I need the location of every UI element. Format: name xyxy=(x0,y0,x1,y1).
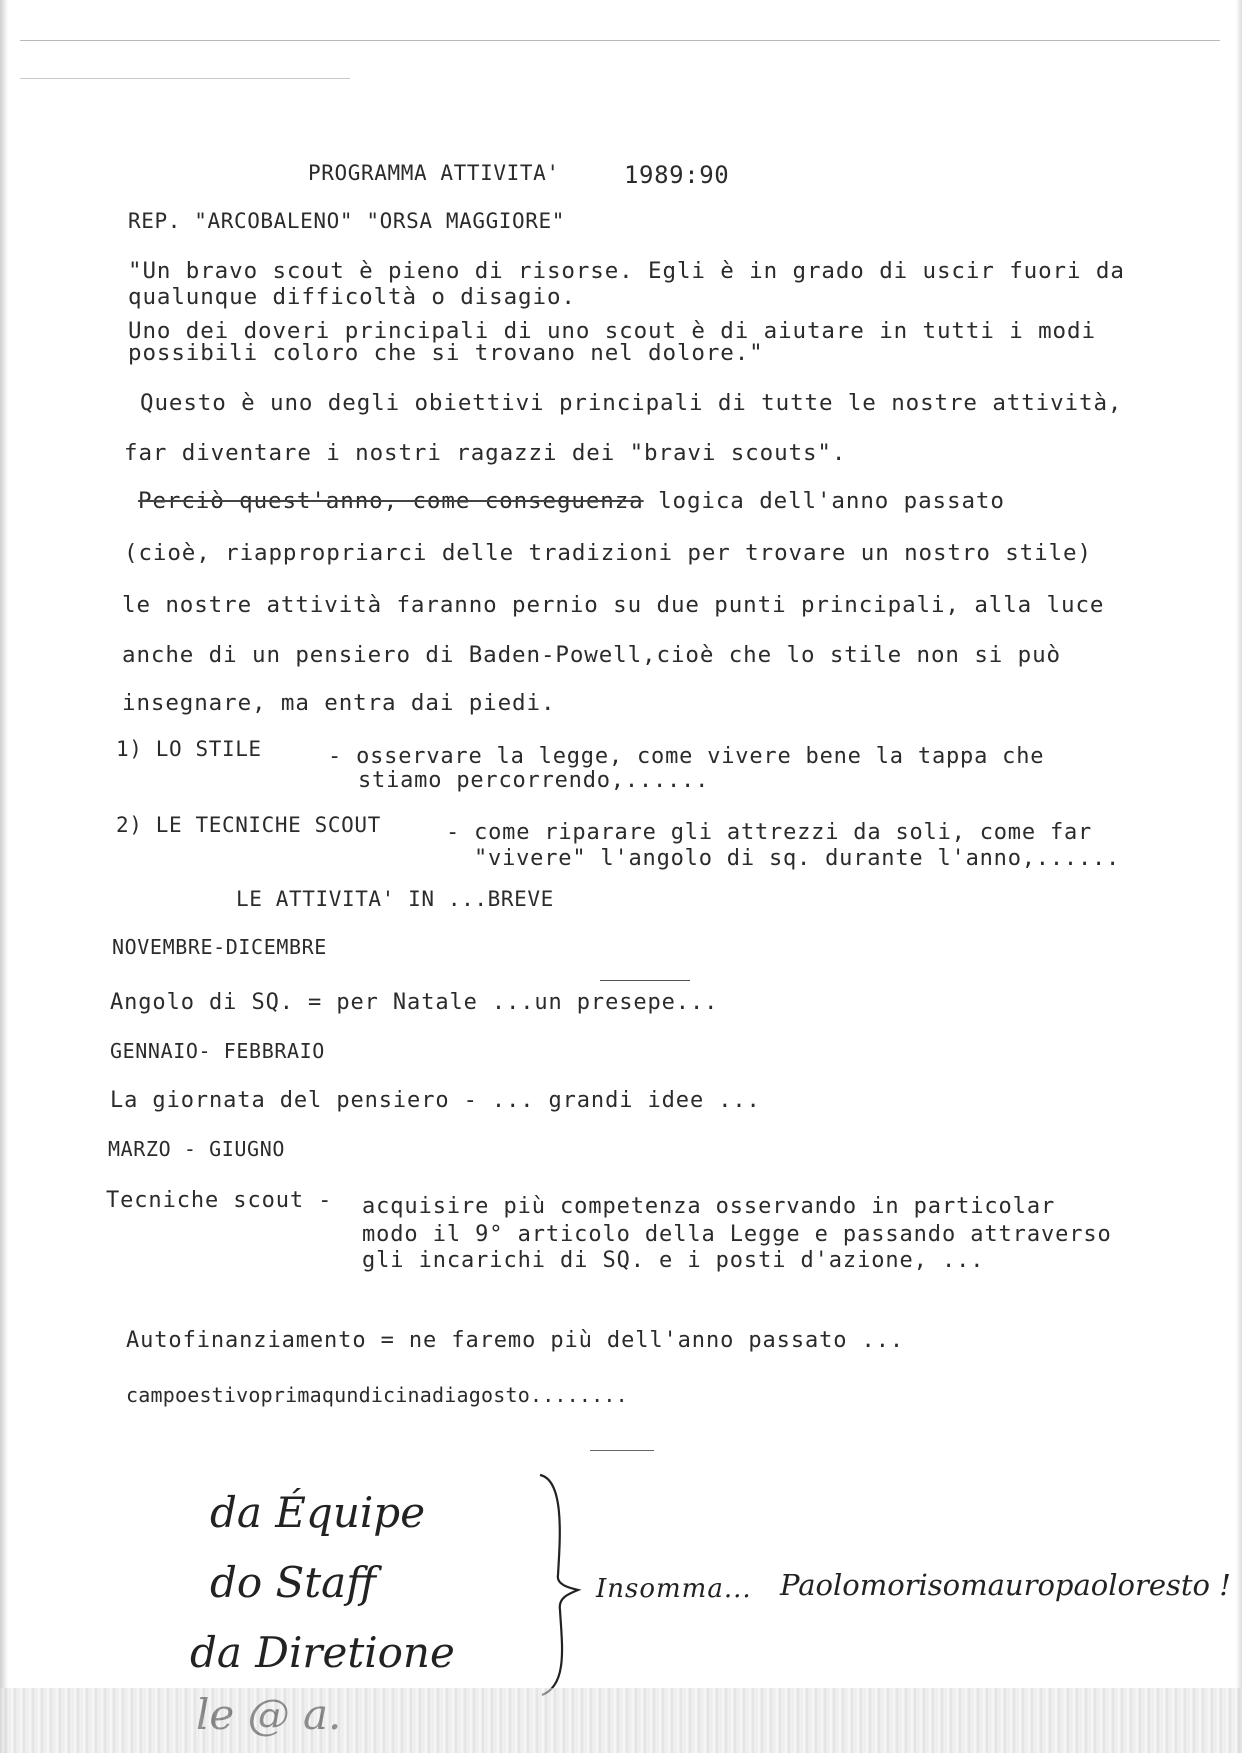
scan-left-edge xyxy=(0,0,8,1753)
intro-paragraph-line: insegnare, ma entra dai piedi. xyxy=(122,690,556,716)
scan-artifact-line xyxy=(20,78,350,79)
period-heading: GENNAIO- FEBBRAIO xyxy=(110,1039,325,1063)
intro-paragraph-line: le nostre attività faranno pernio su due punti principali, alla luce xyxy=(122,592,1105,618)
signature-line: da Diretione xyxy=(190,1628,455,1677)
activities-heading: LE ATTIVITA' IN ...BREVE xyxy=(236,887,554,911)
scan-artifact-line xyxy=(590,1450,654,1451)
reparti-heading: REP. "ARCOBALENO" "ORSA MAGGIORE" xyxy=(128,209,566,233)
campo-estivo-line: campoestivoprimaqundicinadiagosto........ xyxy=(126,1383,628,1407)
point-label: 1) LO STILE xyxy=(116,737,262,761)
quote-line: qualunque difficoltà o disagio. xyxy=(128,284,576,310)
autofinanziamento-line: Autofinanziamento = ne faremo più dell'anno passato ... xyxy=(126,1328,904,1353)
period-heading: MARZO - GIUGNO xyxy=(108,1137,285,1161)
quote-line: "Un bravo scout è pieno di risorse. Egli è in grado di uscir fuori da xyxy=(128,258,1125,284)
quote-line: Uno dei doveri principali di uno scout è di aiutare in tutti i modi xyxy=(128,318,1096,344)
activity-item-label: Tecniche scout - xyxy=(106,1188,333,1213)
document-title: PROGRAMMA ATTIVITA' xyxy=(308,161,560,185)
quote-line: possibili coloro che si trovano nel dolore." xyxy=(128,340,764,366)
signature-note: Insomma... xyxy=(596,1574,752,1604)
signature-line: do Staff xyxy=(210,1558,376,1607)
signature-brace xyxy=(530,1470,590,1700)
intro-paragraph-line: anche di un pensiero di Baden-Powell,cioè che lo stile non si può xyxy=(122,642,1061,668)
intro-paragraph-line: (cioè, riappropriarci delle tradizioni per trovare un nostro stile) xyxy=(124,540,1092,566)
activity-item: La giornata del pensiero - ... grandi idee ... xyxy=(110,1088,761,1113)
point-text: - come riparare gli attrezzi da soli, come far xyxy=(446,820,1093,845)
signature-line: da Équipe xyxy=(210,1488,426,1537)
intro-text: logica dell'anno passato xyxy=(643,488,1005,514)
signature-note: Paolomorisomauropaoloresto ! xyxy=(780,1568,1231,1602)
intro-paragraph-line: Questo è uno degli obiettivi principali di tutte le nostre attività, xyxy=(140,390,1123,416)
scan-artifact-line xyxy=(20,40,1220,41)
point-text: - osservare la legge, come vivere bene la tappa che xyxy=(328,744,1045,769)
point-text: "vivere" l'angolo di sq. durante l'anno,...... xyxy=(474,846,1121,871)
activity-item: Angolo di SQ. = per Natale ...un presepe... xyxy=(110,990,719,1015)
scan-artifact-line xyxy=(600,980,690,981)
activity-item-text: modo il 9° articolo della Legge e passando attraverso xyxy=(362,1222,1112,1247)
point-label: 2) LE TECNICHE SCOUT xyxy=(116,813,381,837)
document-year: 1989:90 xyxy=(624,161,730,189)
scan-right-edge xyxy=(1236,0,1242,1753)
intro-paragraph-line xyxy=(138,488,1005,514)
activity-item-text: acquisire più competenza osservando in particolar xyxy=(362,1194,1056,1219)
point-text: stiamo percorrendo,...... xyxy=(358,768,710,793)
intro-text-corrected: Perciò quest'anno, come conseguenza xyxy=(138,488,644,514)
activity-item-text: gli incarichi di SQ. e i posti d'azione, ... xyxy=(362,1248,985,1273)
scan-bottom-noise xyxy=(0,1688,1242,1753)
intro-paragraph-line: far diventare i nostri ragazzi dei "bravi scouts". xyxy=(124,440,847,466)
period-heading: NOVEMBRE-DICEMBRE xyxy=(112,935,327,959)
